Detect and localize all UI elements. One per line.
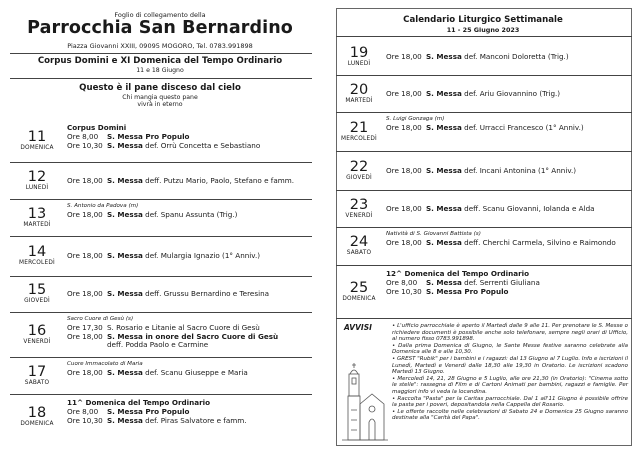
day-number: 16 [27,322,47,339]
mass-label: S. Messa [107,140,143,150]
day-number: 17 [27,363,47,380]
mass-intention: def. Incani Antonina (1° Anniv.) [461,165,577,175]
mass-entry [67,417,247,425]
mass-label: S. Messa [107,289,143,298]
mass-entry [67,211,237,219]
divider [336,112,632,113]
mass-time: Ore 8,00 [386,278,418,287]
mass-time: Ore 18,00 [386,203,422,213]
day-label [334,121,384,143]
mass-time: Ore 8,00 [67,132,99,141]
day-label [334,235,384,257]
divider [10,312,312,313]
divider [10,276,312,277]
mass-intention: deff. Putzu Mario, Paolo, Stefano e famm. [142,175,295,185]
mass-label: S. Messa [426,278,462,287]
day-number: 25 [349,279,369,296]
mass-label: S. Messa [107,368,143,377]
divider [336,75,632,76]
mass-time: Ore 18,00 [386,165,422,175]
celebration-title: 11^ Domenica del Tempo Ordinario [67,398,211,407]
feast-note: Natività di S. Giovanni Battista (s) [386,231,481,237]
mass-time: Ore 18,00 [67,331,103,341]
mass-label: S. Messa in onore del Sacro Cuore di Gesù [107,331,279,341]
mass-entry [386,90,560,98]
day-name: DOMENICA [342,295,376,302]
day-number: 18 [27,405,47,421]
mass-time: Ore 18,00 [386,123,422,132]
day-number: 14 [27,244,47,260]
mass-label: S. Messa [107,415,143,425]
day-name: DOMENICA [20,144,54,151]
mass-entry [67,369,248,377]
church-drawing [340,360,390,442]
day-number: 19 [349,44,369,61]
day-label [334,46,384,68]
feast-note: Sacro Cuore di Gesù (s) [67,316,134,322]
mass-label: S. Messa [426,123,462,132]
day-number: 21 [349,119,369,136]
mass-entry [386,124,584,132]
mass-time: Ore 18,00 [386,88,422,98]
day-name: LUNEDÌ [25,184,49,191]
mass-intention: def. Spanu Assunta (Trig.) [142,210,238,219]
divider [336,318,632,319]
mass-time: Ore 18,00 [67,210,103,219]
feast-note: S. Luigi Gonzaga (m) [386,116,445,122]
day-number: 11 [27,128,47,145]
avviso-item: • Raccolta "Pasta" per la Caritas parrocchiale. Dal 1 all'11 Giugno è possibile offrire la pasta per i poveri, depositandola nella Cappella del Rosario. [392,396,628,409]
day-name: LUNEDÌ [347,60,371,67]
header-tagline: Foglio di collegamento della [114,11,206,19]
feast-note: S. Antonio da Padova (m) [67,203,139,209]
day-name: MERCOLEDÌ [19,260,55,266]
mass-time: Ore 10,30 [67,140,103,150]
mass-intention: def. Orrù Concetta e Sebastiano [142,140,261,150]
mass-time: Ore 18,00 [386,238,422,247]
divider [10,53,312,54]
divider [336,227,632,228]
calendar-title: Calendario Liturgico Settimanale [403,15,563,25]
day-number: 20 [349,81,369,98]
avviso-item: • GREST "Rubik" per i bambini e i ragazzi: dal 13 Giugno al 7 Luglio. Info e iscrizioni il Lunedì, Martedì e Venerdì dalle 18,30 alle 19,30 in Oratorio. Le iscrizioni scadono Martedì 13 Giugno. [392,356,628,376]
mass-label: S. Messa Pro Populo [107,132,190,141]
day-label [334,281,384,303]
mass-label: S. Messa [107,210,143,219]
gospel-quote-line-1: Chi mangia questo pane [122,94,198,101]
celebration-title: Corpus Domini [67,123,127,132]
mass-intention: def. Ariu Giovannino (Trig.) [461,88,561,98]
mass-label: S. Messa Pro Populo [107,407,190,416]
avviso-item: • Mercoledì 14, 21, 28 Giugno e 5 Luglio, alle ore 21,30 (in Oratorio): "Cinema sotto le stelle": rassegna di Film e di Cartoni Animati per bambini, ragazzi e famiglie. Per maggiori info vi veda la locandina. [392,376,628,396]
avviso-item: • L'ufficio parrocchiale è aperto il Martedì dalle 9 alle 11. Per prenotare le S. Messe o richiedere documenti è possibile anche solo telefonare, sempre negli orari di Ufficio, al numero fisso 0783.991898. [392,323,628,343]
day-name: MARTEDÌ [345,97,373,104]
mass-intention: def. Scanu Giuseppe e Maria [142,368,248,377]
day-name: VENERDÌ [345,212,373,219]
mass-label: S. Messa [426,238,462,247]
mass-intention: deff. Podda Paolo e Carmine [107,340,209,350]
mass-intention: deff. Grussu Bernardino e Teresina [142,289,270,298]
mass-entry [386,239,616,247]
avviso-item: • Dalla prima Domenica di Giugno, le Sante Messe festive saranno celebrate alla Domenica alle 8 e alle 10,30. [392,343,628,356]
day-number: 23 [349,196,369,213]
mass-intention: def. Serrenti Giuliana [461,278,540,287]
day-name: DOMENICA [20,421,54,427]
mass-intention: S. Rosario e Litanie al Sacro Cuore di Gesù [107,323,260,332]
liturgy-title: Corpus Domini e XI Domenica del Tempo Ordinario [37,56,283,66]
day-name: SABATO [346,250,372,256]
day-label [12,283,62,305]
day-label [334,160,384,182]
feast-note: Cuore Immacolato di Maria [67,361,143,367]
mass-intention: deff. Cherchi Carmela, Silvino e Raimondo [461,238,616,247]
mass-entry [386,205,595,213]
mass-time: Ore 10,30 [386,286,422,296]
mass-intention: def. Mulargia Ignazio (1° Anniv.) [142,251,261,260]
day-label [12,406,62,428]
mass-intention: def. Piras Salvatore e famm. [142,415,247,425]
day-name: VENERDÌ [23,338,51,345]
mass-entry [386,167,576,175]
mass-entry [67,177,294,185]
avvisi-title: AVVISI [344,323,372,332]
divider [10,394,312,395]
avvisi-list [392,323,628,422]
parish-address: Piazza Giovanni XXIII, 09095 MOGORO, Tel. 0783.991898 [67,42,253,50]
day-name: SABATO [24,379,50,386]
day-label [334,83,384,105]
day-number: 15 [27,282,47,298]
mass-entry [386,53,569,61]
day-label [12,324,62,346]
mass-intention: def. Urracci Francesco (1° Anniv.) [461,123,584,132]
divider [10,236,312,237]
divider [10,78,312,79]
mass-time: Ore 10,30 [67,415,103,425]
celebration-title: 12^ Domenica del Tempo Ordinario [386,269,530,278]
mass-intention: deff. Scanu Giovanni, Iolanda e Alda [461,203,595,213]
liturgy-dates: 11 e 18 Giugno [136,67,184,74]
day-label [12,130,62,152]
gospel-quote-line-2: vivrà in eterno [137,101,183,108]
day-number: 24 [349,234,369,250]
mass-time: Ore 18,00 [67,251,103,260]
day-label [334,198,384,220]
day-number: 13 [27,205,47,222]
mass-entry [67,142,260,150]
divider [336,36,632,37]
mass-time: Ore 8,00 [67,407,99,416]
mass-time: Ore 18,00 [67,368,103,377]
gospel-motto: Questo è il pane disceso dal cielo [79,83,241,93]
divider [336,151,632,152]
day-name: MARTEDÌ [23,221,51,228]
mass-time: Ore 18,00 [67,289,103,298]
mass-time: Ore 18,00 [386,51,422,61]
mass-entry [67,252,260,260]
mass-label: S. Messa [426,51,462,61]
day-number: 22 [349,158,369,175]
parish-title: Parrocchia San Bernardino [27,18,293,38]
avviso-item: • Le offerte raccolte nelle celebrazioni di Sabato 24 e Domenica 25 Giugno saranno destinate alla "Carità del Papa". [392,409,628,422]
day-label [12,365,62,387]
mass-time: Ore 18,00 [67,175,103,185]
mass-label: S. Messa [107,175,143,185]
mass-intention: def. Manconi Doloretta (Trig.) [461,51,569,61]
divider [10,357,312,358]
day-label [12,245,62,267]
mass-label: S. Messa Pro Populo [426,286,509,296]
mass-label: S. Messa [426,88,462,98]
mass-label: S. Messa [107,251,143,260]
mass-time: Ore 17,30 [67,323,103,332]
mass-entry [386,288,508,296]
divider [336,265,632,266]
day-label [12,170,62,192]
divider [336,190,632,191]
day-name: GIOVEDÌ [346,174,372,181]
divider [10,162,312,163]
day-name: MERCOLEDÌ [341,135,377,142]
mass-label: S. Messa [426,203,462,213]
day-number: 12 [27,168,47,185]
mass-label: S. Messa [426,165,462,175]
day-name: GIOVEDÌ [24,298,50,304]
calendar-dates: 11 - 25 Giugno 2023 [446,26,520,34]
divider [10,199,312,200]
mass-entry [67,341,208,349]
day-label [12,207,62,229]
mass-entry [67,290,269,298]
